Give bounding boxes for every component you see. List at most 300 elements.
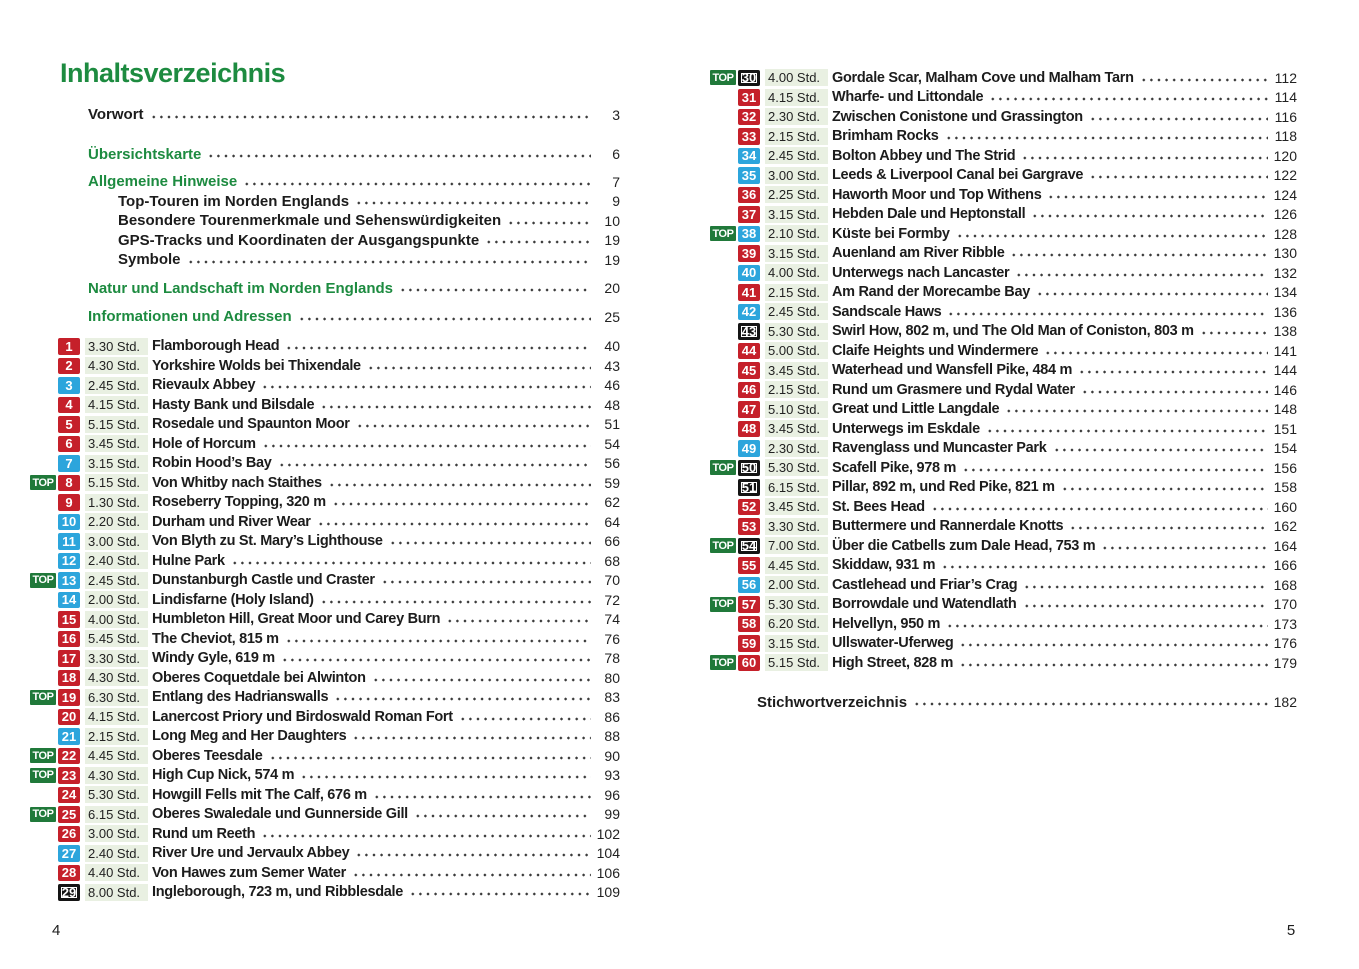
tour-number-badge: 40 xyxy=(738,265,760,282)
tour-page-number: 93 xyxy=(604,767,620,784)
dot-leader xyxy=(1078,361,1268,381)
toc-tour-row xyxy=(30,766,620,786)
dot-leader xyxy=(278,454,591,474)
tour-page-number: 132 xyxy=(1273,264,1297,281)
dot-leader xyxy=(332,493,591,513)
toc-tour-row xyxy=(710,283,1297,303)
tour-number-badge: 3 xyxy=(58,377,80,394)
section-page-number: 19 xyxy=(604,251,620,268)
toc-right-page xyxy=(710,68,1297,712)
top-badge-slot xyxy=(30,573,58,588)
top-badge: TOP xyxy=(30,768,56,783)
toc-tour-row xyxy=(710,127,1297,147)
toc-tour-row xyxy=(710,68,1297,88)
toc-tour-row xyxy=(30,337,620,357)
toc-tour-row xyxy=(30,688,620,708)
tour-number-badge: 11 xyxy=(58,533,80,550)
tour-page-number: 70 xyxy=(604,572,620,589)
tour-title: Claife Heights und Windermere xyxy=(832,342,1039,359)
tour-title: Durham und River Wear xyxy=(152,513,311,530)
tour-duration: 3.15 Std. xyxy=(765,635,828,652)
section-label: GPS-Tracks und Koordinaten der Ausgangspunkte xyxy=(118,231,480,249)
tour-number-badge: 50 xyxy=(738,460,760,477)
tour-page-number: 134 xyxy=(1273,284,1297,301)
tour-page-number: 144 xyxy=(1273,362,1297,379)
dot-leader xyxy=(1005,400,1268,420)
tour-list-left xyxy=(30,337,620,903)
tour-page-number: 62 xyxy=(604,494,620,511)
tour-duration: 3.00 Std. xyxy=(85,825,148,842)
dot-leader xyxy=(373,785,591,805)
dot-leader xyxy=(1010,244,1268,264)
toc-tour-row xyxy=(710,614,1297,634)
tour-page-number: 86 xyxy=(604,708,620,725)
tour-page-number: 54 xyxy=(604,435,620,452)
tour-number-badge: 41 xyxy=(738,284,760,301)
toc-tour-row xyxy=(710,478,1297,498)
tour-page-number: 109 xyxy=(596,884,620,901)
tour-duration: 5.10 Std. xyxy=(765,401,828,418)
tour-page-number: 154 xyxy=(1273,440,1297,457)
dot-leader xyxy=(285,337,591,357)
tour-page-number: 141 xyxy=(1273,342,1297,359)
dot-leader xyxy=(1089,107,1268,127)
top-badge: TOP xyxy=(710,655,736,670)
dot-leader xyxy=(1200,322,1268,342)
tour-number-badge: 19 xyxy=(58,689,80,706)
toc-tour-row xyxy=(30,512,620,532)
tour-number-badge: 33 xyxy=(738,128,760,145)
toc-front-row xyxy=(30,307,620,327)
tour-duration: 2.30 Std. xyxy=(765,440,828,457)
tour-list-right xyxy=(710,68,1297,673)
dot-leader xyxy=(947,302,1268,322)
tour-page-number: 130 xyxy=(1273,245,1297,262)
tour-page-number: 156 xyxy=(1273,459,1297,476)
dot-leader xyxy=(989,88,1268,108)
tour-number-badge: 7 xyxy=(58,455,80,472)
toc-tour-row xyxy=(710,458,1297,478)
tour-page-number: 176 xyxy=(1273,635,1297,652)
dot-leader xyxy=(1023,595,1269,615)
tour-title: Haworth Moor und Top Withens xyxy=(832,186,1042,203)
tour-title: Buttermere und Rannerdale Knotts xyxy=(832,518,1064,535)
tour-duration: 3.00 Std. xyxy=(765,167,828,184)
dot-leader xyxy=(507,211,591,231)
tour-duration: 5.00 Std. xyxy=(765,342,828,359)
tour-duration: 3.15 Std. xyxy=(765,206,828,223)
tour-duration: 5.30 Std. xyxy=(85,786,148,803)
tour-duration: 2.15 Std. xyxy=(765,284,828,301)
top-badge: TOP xyxy=(710,460,736,475)
tour-page-number: 158 xyxy=(1273,479,1297,496)
top-badge: TOP xyxy=(30,573,56,588)
dot-leader xyxy=(1061,478,1268,498)
tour-page-number: 138 xyxy=(1273,323,1297,340)
tour-title: Bolton Abbey und The Strid xyxy=(832,147,1016,164)
dot-leader xyxy=(1044,341,1268,361)
tour-number-badge: 51 xyxy=(738,479,760,496)
tour-number-badge: 35 xyxy=(738,167,760,184)
dot-leader xyxy=(150,105,591,125)
tour-page-number: 112 xyxy=(1274,69,1297,86)
tour-title: Auenland am River Ribble xyxy=(832,245,1005,262)
tour-duration: 5.15 Std. xyxy=(85,416,148,433)
tour-duration: 4.30 Std. xyxy=(85,357,148,374)
section-label: Übersichtskarte xyxy=(88,145,202,163)
tour-title: Brimham Rocks xyxy=(832,128,939,145)
tour-page-number: 74 xyxy=(604,611,620,628)
toc-tour-row xyxy=(30,883,620,903)
toc-tour-row xyxy=(30,844,620,864)
tour-number-badge: 14 xyxy=(58,592,80,609)
toc-tour-row xyxy=(30,707,620,727)
tour-page-number: 90 xyxy=(604,747,620,764)
dot-leader xyxy=(1031,205,1268,225)
dot-leader xyxy=(1036,283,1268,303)
dot-leader xyxy=(352,863,591,883)
tour-duration: 8.00 Std. xyxy=(85,884,148,901)
top-badge: TOP xyxy=(710,70,736,85)
tour-number-badge: 22 xyxy=(58,748,80,765)
tour-page-number: 56 xyxy=(604,455,620,472)
toc-tour-row xyxy=(30,629,620,649)
tour-number-badge: 23 xyxy=(58,767,80,784)
dot-leader xyxy=(399,279,591,299)
index-page-number: 182 xyxy=(1273,694,1297,711)
toc-tour-row xyxy=(710,166,1297,186)
tour-number-badge: 29 xyxy=(58,884,80,901)
dot-leader xyxy=(243,172,591,192)
index-label: Stichwortverzeichnis xyxy=(757,693,908,711)
tour-page-number: 40 xyxy=(604,338,620,355)
tour-number-badge: 24 xyxy=(58,787,80,804)
dot-leader xyxy=(986,419,1268,439)
section-page-number: 19 xyxy=(604,232,620,249)
section-label: Allgemeine Hinweise xyxy=(88,173,238,191)
dot-leader xyxy=(409,883,591,903)
index-entry-row xyxy=(710,693,1297,713)
tour-title: Rund um Reeth xyxy=(152,825,256,842)
tour-duration: 2.20 Std. xyxy=(85,513,148,530)
dot-leader xyxy=(262,434,591,454)
tour-page-number: 120 xyxy=(1273,147,1297,164)
toc-tour-row xyxy=(30,434,620,454)
tour-title: Pillar, 892 m, und Red Pike, 821 m xyxy=(832,479,1055,496)
tour-title: Dunstanburgh Castle und Craster xyxy=(152,572,375,589)
tour-duration: 2.30 Std. xyxy=(765,108,828,125)
toc-tour-row xyxy=(710,536,1297,556)
tour-title: Hole of Horcum xyxy=(152,435,256,452)
tour-page-number: 66 xyxy=(604,533,620,550)
dot-leader xyxy=(956,224,1268,244)
tour-page-number: 173 xyxy=(1273,615,1297,632)
tour-title: Rund um Grasmere und Rydal Water xyxy=(832,381,1075,398)
tour-title: Scafell Pike, 978 m xyxy=(832,459,957,476)
tour-title: Sandscale Haws xyxy=(832,303,942,320)
tour-number-badge: 6 xyxy=(58,436,80,453)
dot-leader xyxy=(367,356,591,376)
section-label: Besondere Tourenmerkmale und Sehenswürdigkeiten xyxy=(118,212,502,230)
tour-title: Oberes Swaledale und Gunnerside Gill xyxy=(152,806,408,823)
toc-tour-row xyxy=(30,571,620,591)
toc-tour-row xyxy=(710,185,1297,205)
dot-leader xyxy=(381,571,591,591)
tour-title: Lindisfarne (Holy Island) xyxy=(152,591,314,608)
tour-number-badge: 46 xyxy=(738,382,760,399)
dot-leader xyxy=(389,532,591,552)
tour-title: Hulne Park xyxy=(152,552,225,569)
toc-tour-row xyxy=(30,395,620,415)
dot-leader xyxy=(328,473,591,493)
tour-title: Küste bei Formby xyxy=(832,225,950,242)
top-badge: TOP xyxy=(710,226,736,241)
toc-tour-row xyxy=(710,517,1297,537)
section-page-number: 7 xyxy=(612,173,620,190)
tour-duration: 4.15 Std. xyxy=(85,396,148,413)
tour-title: Helvellyn, 950 m xyxy=(832,615,941,632)
toc-tour-row xyxy=(30,668,620,688)
tour-title: Am Rand der Morecambe Bay xyxy=(832,284,1030,301)
tour-number-badge: 54 xyxy=(738,538,760,555)
dot-leader xyxy=(334,688,591,708)
toc-tour-row xyxy=(30,473,620,493)
tour-title: Entlang des Hadrianswalls xyxy=(152,689,329,706)
tour-number-badge: 1 xyxy=(58,338,80,355)
dot-leader xyxy=(300,766,591,786)
tour-duration: 4.40 Std. xyxy=(85,864,148,881)
tour-number-badge: 30 xyxy=(738,70,760,87)
toc-tour-row xyxy=(30,649,620,669)
toc-tour-row xyxy=(710,322,1297,342)
dot-leader xyxy=(1015,263,1268,283)
dot-leader xyxy=(261,376,591,396)
dot-leader xyxy=(320,590,591,610)
top-badge-slot xyxy=(30,807,58,822)
page-title: Inhaltsverzeichnis xyxy=(60,58,286,88)
tour-number-badge: 59 xyxy=(738,635,760,652)
tour-page-number: 99 xyxy=(604,806,620,823)
tour-title: Von Hawes zum Semer Water xyxy=(152,864,346,881)
tour-number-badge: 44 xyxy=(738,343,760,360)
tour-title: Skiddaw, 931 m xyxy=(832,557,936,574)
tour-page-number: 96 xyxy=(604,786,620,803)
dot-leader xyxy=(285,629,591,649)
tour-page-number: 168 xyxy=(1273,576,1297,593)
toc-front-row xyxy=(30,231,620,251)
tour-duration: 1.30 Std. xyxy=(85,494,148,511)
tour-duration: 5.15 Std. xyxy=(85,474,148,491)
toc-tour-row xyxy=(710,341,1297,361)
dot-leader xyxy=(962,458,1268,478)
tour-title: Ingleborough, 723 m, und Ribblesdale xyxy=(152,884,404,901)
tour-number-badge: 37 xyxy=(738,206,760,223)
dot-leader xyxy=(355,192,591,212)
tour-duration: 3.30 Std. xyxy=(85,338,148,355)
tour-title: Oberes Teesdale xyxy=(152,747,263,764)
tour-page-number: 76 xyxy=(604,630,620,647)
section-page-number: 20 xyxy=(604,280,620,297)
tour-page-number: 106 xyxy=(596,864,620,881)
tour-duration: 2.40 Std. xyxy=(85,552,148,569)
section-label: Vorwort xyxy=(88,106,144,124)
tour-number-badge: 4 xyxy=(58,397,80,414)
tour-title: Waterhead und Wansfell Pike, 484 m xyxy=(832,362,1073,379)
toc-tour-row xyxy=(710,497,1297,517)
tour-page-number: 48 xyxy=(604,396,620,413)
tour-page-number: 162 xyxy=(1273,518,1297,535)
tour-duration: 3.45 Std. xyxy=(765,420,828,437)
tour-number-badge: 55 xyxy=(738,557,760,574)
toc-tour-row xyxy=(30,532,620,552)
top-badge-slot xyxy=(710,597,738,612)
toc-front-row xyxy=(30,172,620,192)
tour-title: Flamborough Head xyxy=(152,338,280,355)
tour-duration: 4.00 Std. xyxy=(765,264,828,281)
tour-title: Ullswater-Uferweg xyxy=(832,635,954,652)
toc-tour-row xyxy=(710,575,1297,595)
tour-duration: 3.30 Std. xyxy=(765,518,828,535)
tour-page-number: 151 xyxy=(1273,420,1297,437)
tour-title: Castlehead und Friar’s Crag xyxy=(832,576,1018,593)
tour-title: High Street, 828 m xyxy=(832,654,954,671)
tour-number-badge: 57 xyxy=(738,596,760,613)
tour-number-badge: 47 xyxy=(738,401,760,418)
dot-leader xyxy=(1140,68,1268,88)
section-label: Symbole xyxy=(118,251,181,269)
tour-number-badge: 60 xyxy=(738,655,760,672)
tour-title: Über die Catbells zum Dale Head, 753 m xyxy=(832,537,1096,554)
tour-title: Humbleton Hill, Great Moor und Carey Burn xyxy=(152,611,441,628)
tour-number-badge: 45 xyxy=(738,362,760,379)
tour-page-number: 102 xyxy=(596,825,620,842)
tour-number-badge: 43 xyxy=(738,323,760,340)
tour-number-badge: 13 xyxy=(58,572,80,589)
tour-number-badge: 2 xyxy=(58,358,80,375)
tour-duration: 2.15 Std. xyxy=(765,128,828,145)
toc-tour-row xyxy=(710,263,1297,283)
tour-page-number: 72 xyxy=(604,591,620,608)
section-page-number: 10 xyxy=(604,212,620,229)
tour-duration: 4.45 Std. xyxy=(85,747,148,764)
tour-duration: 2.00 Std. xyxy=(85,591,148,608)
toc-front-row xyxy=(30,145,620,165)
tour-number-badge: 5 xyxy=(58,416,80,433)
tour-title: Hasty Bank und Bilsdale xyxy=(152,396,315,413)
toc-tour-row xyxy=(30,727,620,747)
tour-duration: 5.15 Std. xyxy=(765,654,828,671)
tour-title: Robin Hood’s Bay xyxy=(152,455,272,472)
tour-number-badge: 38 xyxy=(738,226,760,243)
tour-number-badge: 49 xyxy=(738,440,760,457)
tour-page-number: 136 xyxy=(1273,303,1297,320)
section-page-number: 9 xyxy=(612,193,620,210)
tour-title: Zwischen Conistone und Grassington xyxy=(832,108,1083,125)
tour-page-number: 64 xyxy=(604,513,620,530)
top-badge-slot xyxy=(710,655,738,670)
toc-tour-row xyxy=(30,356,620,376)
toc-tour-row xyxy=(710,595,1297,615)
tour-page-number: 128 xyxy=(1273,225,1297,242)
section-page-number: 3 xyxy=(612,106,620,123)
toc-tour-row xyxy=(710,302,1297,322)
tour-page-number: 160 xyxy=(1273,498,1297,515)
tour-title: St. Bees Head xyxy=(832,498,925,515)
dot-leader xyxy=(356,415,591,435)
dot-leader xyxy=(446,610,591,630)
toc-tour-row xyxy=(710,244,1297,264)
dot-leader xyxy=(1081,380,1268,400)
section-label: Top-Touren im Norden Englands xyxy=(118,192,350,210)
tour-page-number: 170 xyxy=(1273,596,1297,613)
tour-duration: 2.45 Std. xyxy=(85,572,148,589)
top-badge-slot xyxy=(30,690,58,705)
tour-page-number: 114 xyxy=(1274,89,1297,106)
toc-tour-row xyxy=(710,653,1297,673)
toc-left-page xyxy=(30,58,620,902)
dot-leader xyxy=(187,250,591,270)
tour-page-number: 78 xyxy=(604,650,620,667)
top-badge: TOP xyxy=(30,690,56,705)
dot-leader xyxy=(352,727,591,747)
dot-leader xyxy=(931,497,1268,517)
top-badge-slot xyxy=(30,768,58,783)
toc-front-row xyxy=(30,279,620,299)
dot-leader xyxy=(1089,166,1268,186)
tour-duration: 2.00 Std. xyxy=(765,576,828,593)
dot-leader xyxy=(1069,517,1268,537)
tour-number-badge: 56 xyxy=(738,577,760,594)
toc-front-row xyxy=(30,192,620,212)
section-label: Informationen und Adressen xyxy=(88,308,292,326)
tour-duration: 3.45 Std. xyxy=(765,362,828,379)
tour-number-badge: 32 xyxy=(738,109,760,126)
tour-title: Ravenglass und Muncaster Park xyxy=(832,440,1047,457)
tour-number-badge: 42 xyxy=(738,304,760,321)
tour-duration: 4.00 Std. xyxy=(765,69,828,86)
tour-title: Great und Little Langdale xyxy=(832,401,1000,418)
tour-duration: 3.00 Std. xyxy=(85,533,148,550)
tour-number-badge: 36 xyxy=(738,187,760,204)
tour-page-number: 118 xyxy=(1274,128,1297,145)
toc-tour-row xyxy=(30,493,620,513)
page-number-left: 4 xyxy=(52,922,61,939)
tour-title: Howgill Fells mit The Calf, 676 m xyxy=(152,786,367,803)
tour-title: Unterwegs nach Lancaster xyxy=(832,264,1010,281)
tour-title: Borrowdale und Watendlath xyxy=(832,596,1017,613)
tour-duration: 7.00 Std. xyxy=(765,537,828,554)
tour-page-number: 68 xyxy=(604,552,620,569)
tour-number-badge: 8 xyxy=(58,475,80,492)
tour-duration: 2.25 Std. xyxy=(765,186,828,203)
top-badge: TOP xyxy=(30,748,56,763)
tour-page-number: 88 xyxy=(604,728,620,745)
tour-duration: 5.30 Std. xyxy=(765,459,828,476)
tour-duration: 3.30 Std. xyxy=(85,650,148,667)
top-badge: TOP xyxy=(710,597,736,612)
tour-page-number: 146 xyxy=(1273,381,1297,398)
top-badge-slot xyxy=(30,748,58,763)
tour-page-number: 43 xyxy=(604,357,620,374)
tour-number-badge: 25 xyxy=(58,806,80,823)
dot-leader xyxy=(269,746,592,766)
toc-tour-row xyxy=(710,361,1297,381)
tour-duration: 2.45 Std. xyxy=(85,377,148,394)
top-badge-slot xyxy=(710,538,738,553)
tour-duration: 2.40 Std. xyxy=(85,845,148,862)
toc-front-row xyxy=(30,211,620,231)
tour-number-badge: 12 xyxy=(58,553,80,570)
